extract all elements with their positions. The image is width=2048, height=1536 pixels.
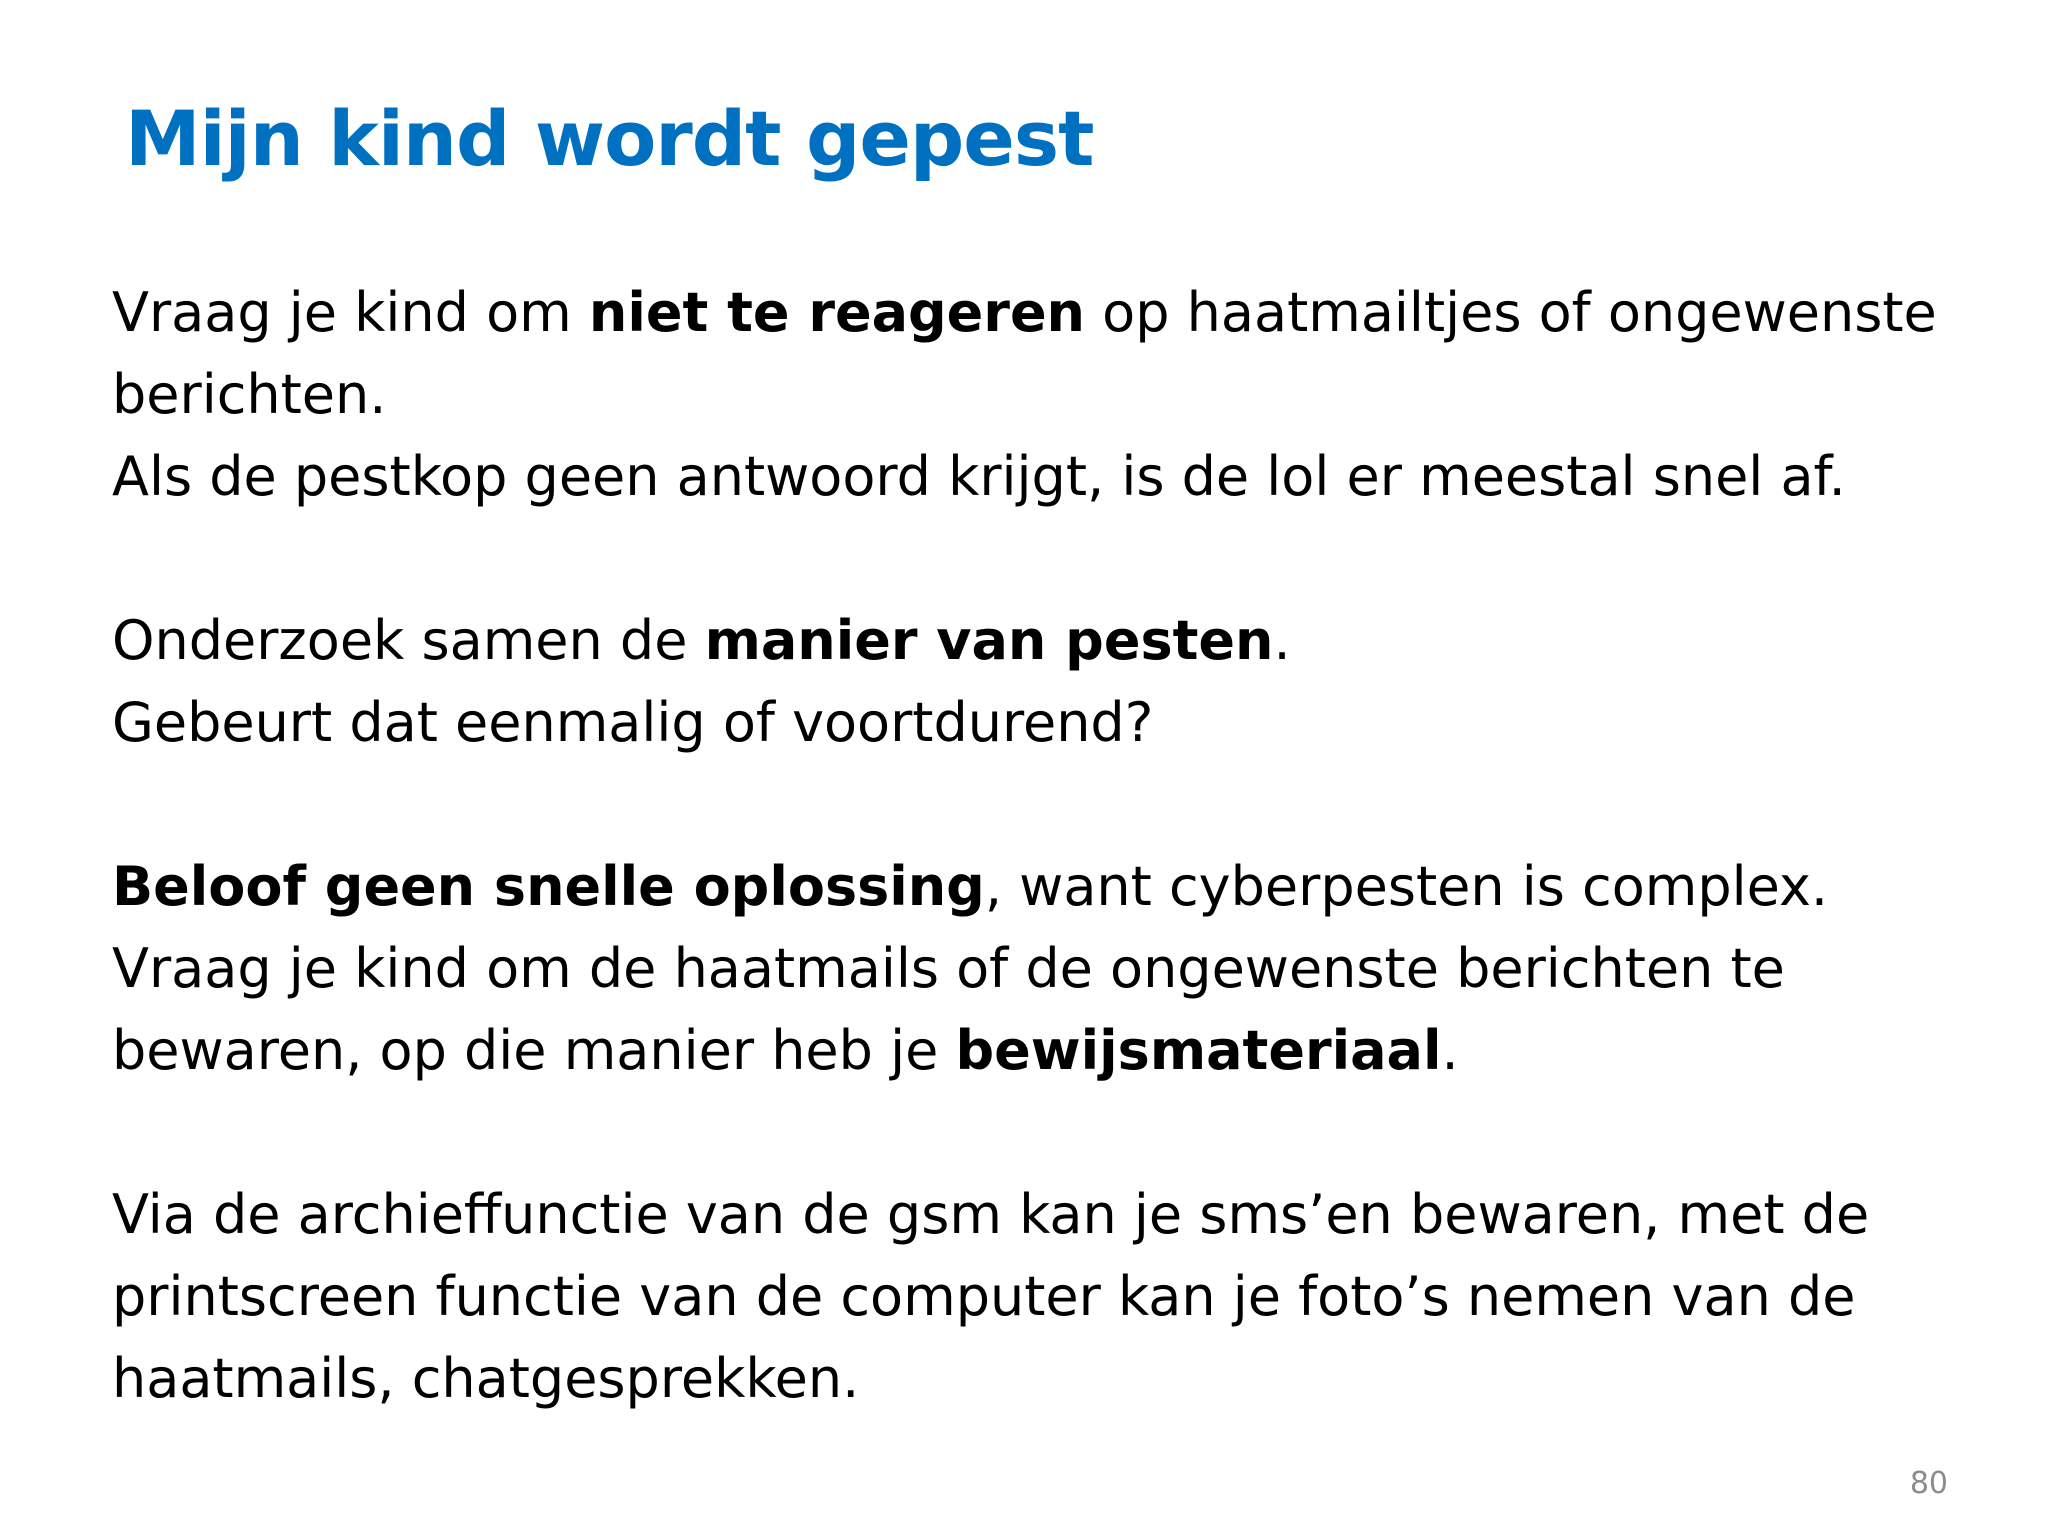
text-run: .: [1441, 1019, 1459, 1082]
text-line: Als de pestkop geen antwoord krijgt, is de lol er meestal snel af.: [112, 445, 1846, 508]
paragraph-spacer: [112, 764, 1992, 846]
text-line: [112, 1010, 1992, 1092]
text-line: Vraag je kind om de haatmails of de ongewenste berichten te: [112, 937, 1785, 1000]
text-line: haatmails, chatgesprekken.: [112, 1347, 860, 1410]
bold-text-run: niet te reageren: [588, 281, 1086, 344]
bold-text-run: Beloof geen snelle oplossing: [112, 855, 985, 918]
text-run: Vraag je kind om: [112, 281, 589, 344]
text-line: berichten.: [112, 363, 387, 426]
text-run: Onderzoek samen de: [112, 609, 705, 672]
text-line: [112, 846, 1992, 928]
text-line: Via de archieffunctie van de gsm kan je sms’en bewaren, met de: [112, 1183, 1870, 1246]
paragraph-spacer: [112, 1092, 1992, 1174]
bold-text-run: bewijsmateriaal: [955, 1019, 1442, 1082]
text-run: , want cyberpesten is complex.: [984, 855, 1829, 918]
text-line: Gebeurt dat eenmalig of voortdurend?: [112, 691, 1154, 754]
text-run: bewaren, op die manier heb je: [112, 1019, 956, 1082]
text-run: .: [1273, 609, 1291, 672]
text-line: [112, 600, 1992, 682]
text-line: [112, 272, 1992, 354]
page-number: 80: [1909, 1466, 1948, 1501]
text-line: printscreen functie van de computer kan je foto’s nemen van de: [112, 1265, 1856, 1328]
slide-title: Mijn kind wordt gepest: [125, 94, 1094, 183]
slide-body: [112, 272, 1992, 1420]
paragraph-spacer: [112, 518, 1992, 600]
text-run: op haatmailtjes of ongewenste: [1085, 281, 1937, 344]
bold-text-run: manier van pesten: [704, 609, 1274, 672]
